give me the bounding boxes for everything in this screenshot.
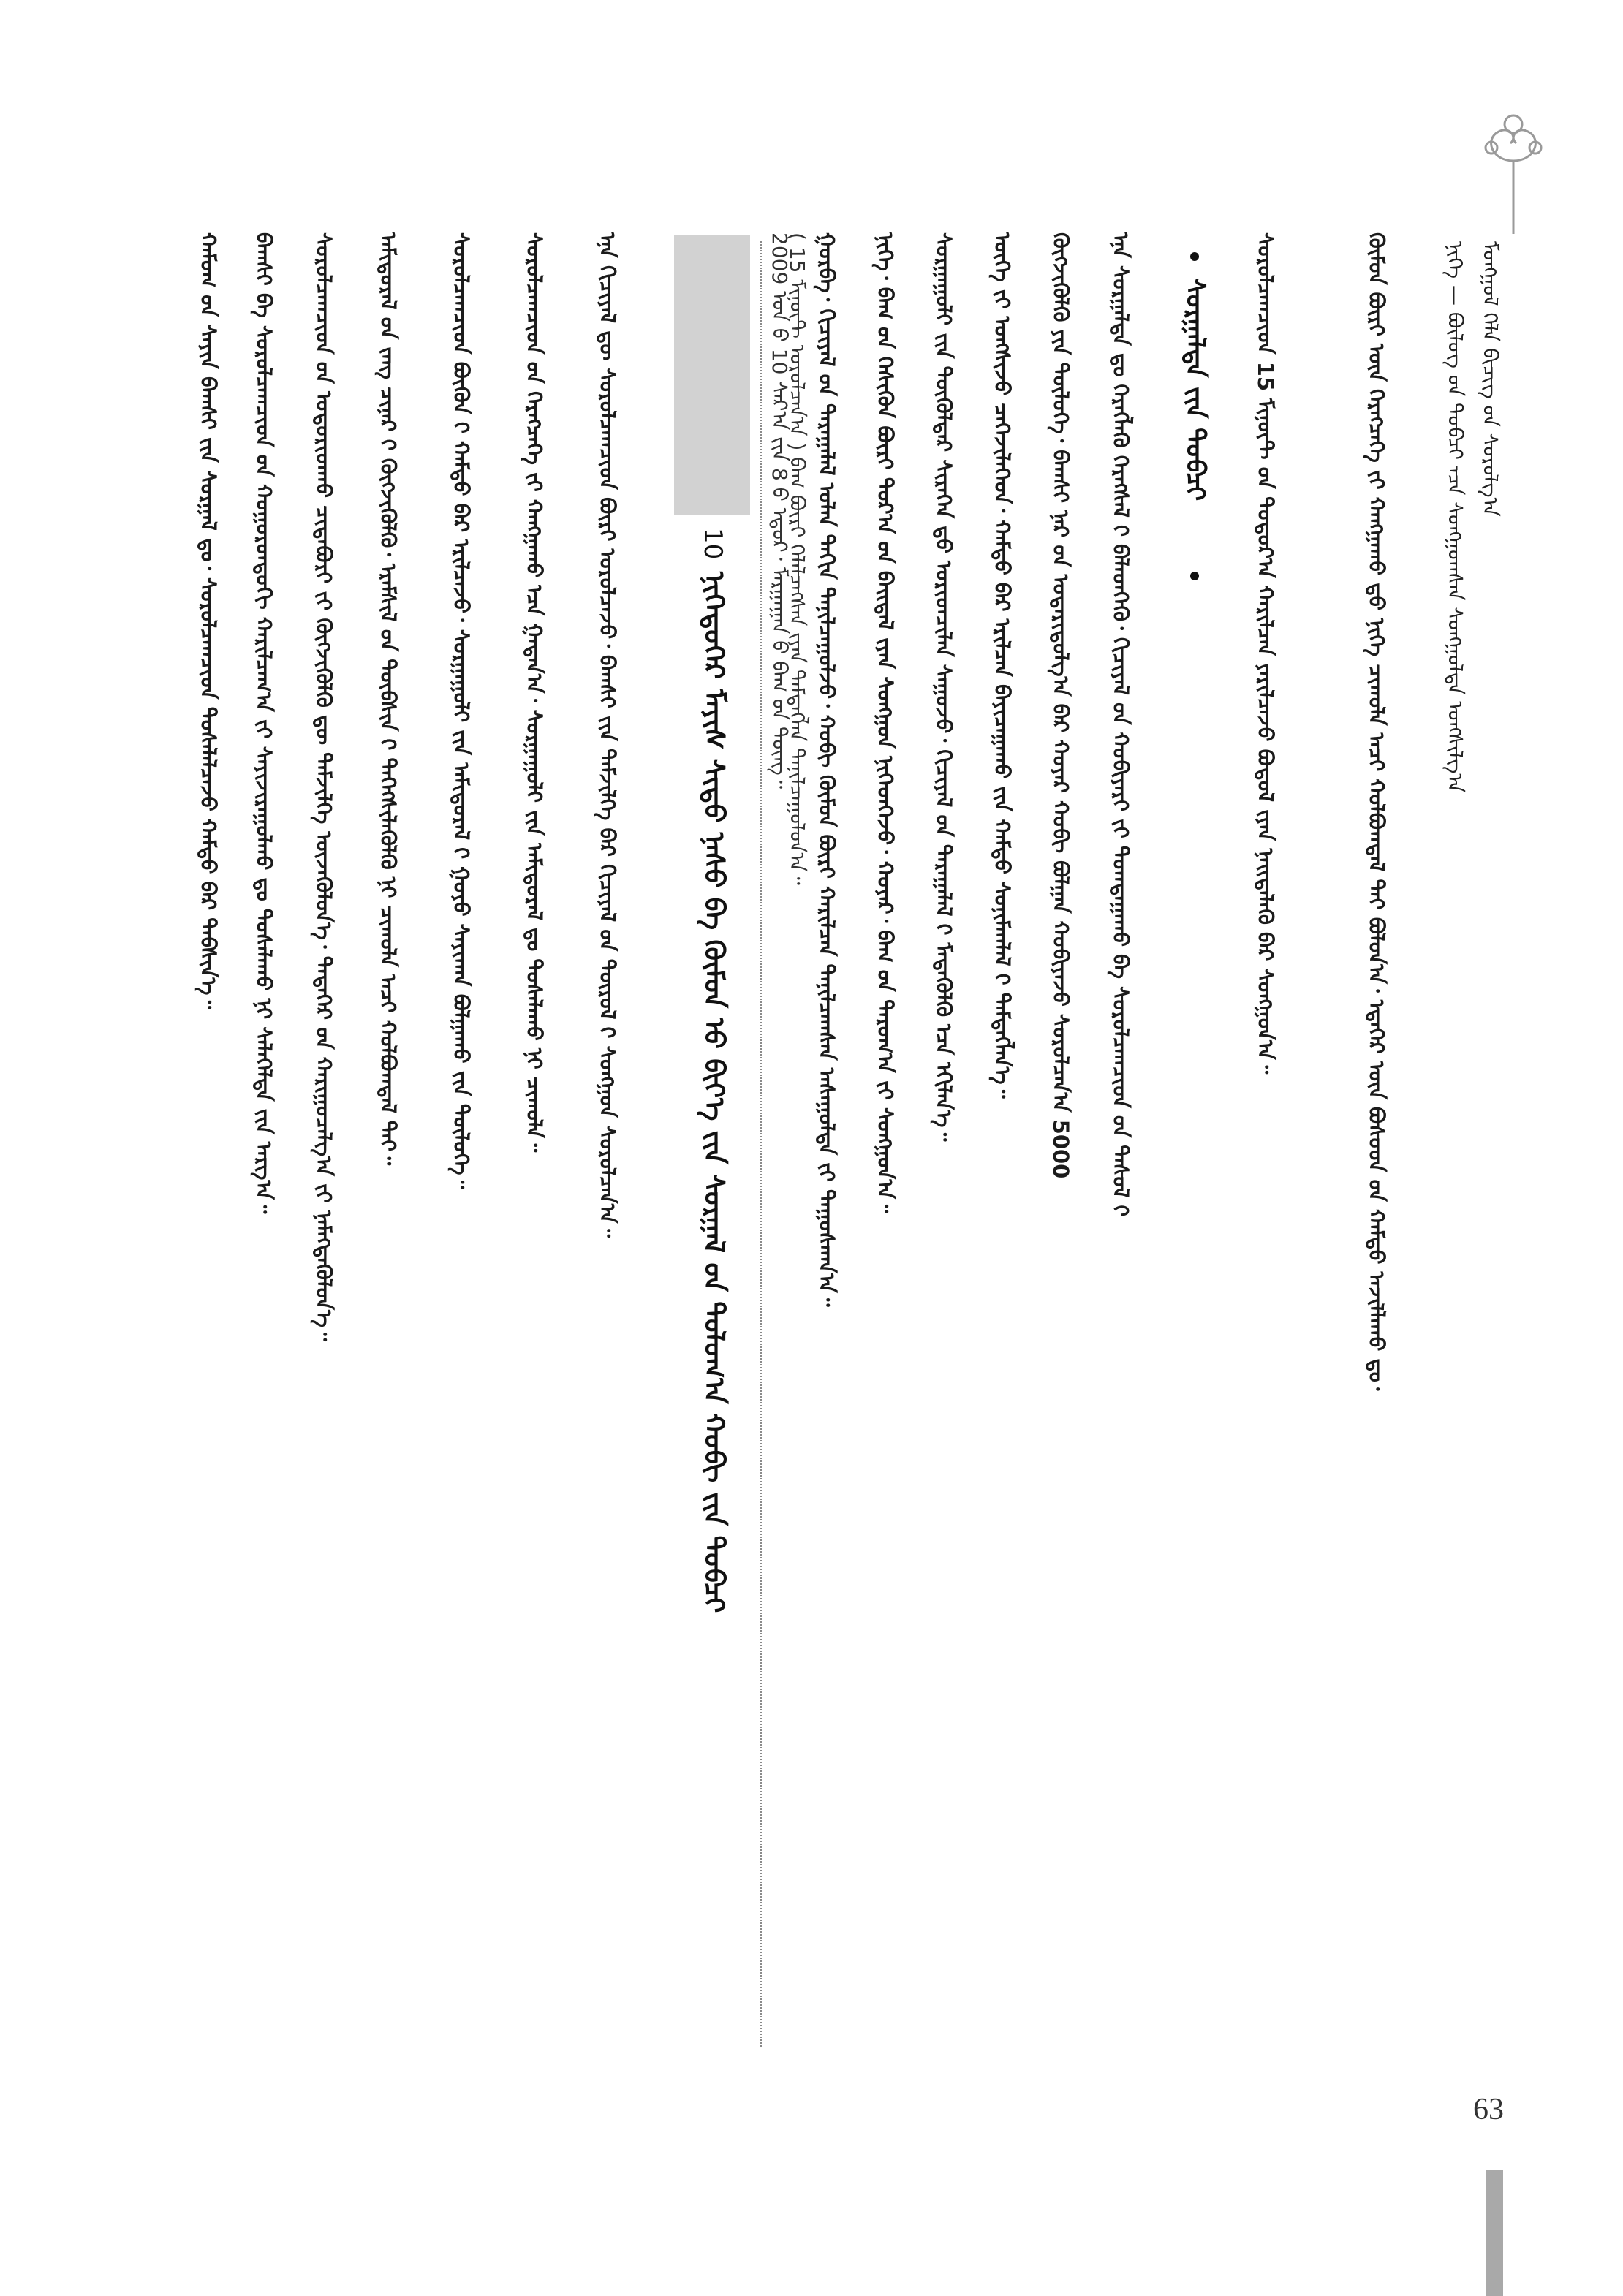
closing-line-5: ᠰᠤᠷᠤᠯᠴᠠᠭᠴᠢᠳ ᠤ᠋ᠨ ᠤᠳᠤᠷᠢᠳᠬᠤ ᠴᠢᠳᠠᠪᠤᠷᠢ ᠶ᠋ᠢ ᠬᠥᠭᠵᠢᠭᠦᠯᠬᠦ ᠳᠦ ᠳᠡᠮᠵᠢᠯᠭᠡ ᠦᠵᠡᠭᠦᠯᠦᠨ᠎ᠡ᠂ ᠲᠡᠳᠡᠭᠡᠷ ᠦ᠋ᠨ ᠬᠠᠷᠢᠭᠤᠴᠠᠯᠭ᠎ᠠ ᠶ᠋ᠢ ᠨᠡᠮᠡᠭᠳᠡᠭᠦᠯᠦᠨ᠎ᠡ᠃: [311, 232, 336, 1341]
title-text: ᠨᠢᠭᠡᠳᠦᠭᠡᠷ ᠮᠠᠶᠢᠰ ᠰᠢᠳᠤ ᠨᠠᠰᠤ ᠪᠠ ᠬᠦᠮᠦᠨ ᠦ᠋ ᠪᠢᠶ᠎ᠡ ᠶ᠋ᠢᠨ ᠰᠤᠷᠭᠠᠯ ᠤ᠋ᠨ ᠳᠣᠯᠤᠭ᠎ᠠ ᠬᠤᠪᠢ ᠶ᠋ᠢᠨ ᠲᠣᠪᠴᠢ: [698, 572, 730, 1613]
closing-line-4: ᠠᠮᠢᠳᠤᠷᠠᠯ ᠤ᠋ᠨ ᠵᠠᠩ ᠴᠢᠨᠠᠷ ᠢ᠋ ᠬᠥᠭᠵᠢᠭᠦᠯᠬᠦ᠂ ᠡᠷᠡᠮᠰᠢᠯ ᠤ᠋ᠨ ᠲᠦᠪᠰᠢᠨ ᠢ᠋ ᠳᠡᠭᠡᠭᠰᠢᠯᠡᠭᠦᠯᠬᠦ ᠨᠢ ᠴᠢᠬᠤᠯᠠ ᠠᠴᠢ ᠬᠣᠯᠪᠣᠭᠳᠠᠯ ᠲᠠᠢ᠃: [376, 232, 401, 1166]
intro-line-1: ᠬᠦᠮᠦᠨ ᠪᠦᠷᠢ ᠦ᠌ᠨ ᠬᠡᠷᠡᠭᠴᠡᠭᠡ ᠶ᠋ᠢ ᠬᠠᠩᠭᠠᠬᠤ ᠳ᠋ᠤ ᠨᠢᠭᠡ ᠴᠢᠬᠤᠯᠠ ᠠᠴᠢ ᠬᠣᠯᠪᠣᠭᠳᠠᠯ ᠲᠠᠢ ᠪᠣᠯᠤᠨ᠎ᠠ᠂ ᠡᠳᠡᠭᠡᠷ ᠦᠨ ᠪᠤᠰᠤᠳ ᠤ᠋ᠨ ᠬᠠᠮᠲᠤ ᠠᠵᠢᠯᠯᠠᠬᠤ ᠳᠤ᠂: [1364, 232, 1389, 1391]
section-line-4: ᠰᠤᠷᠭᠠᠭᠤᠯᠢ ᠶ᠋ᠢᠨ ᠲᠦᠭᠦᠯᠳᠡᠷ ᠰᠢᠷᠡᠭᠡᠨ ᠳ᠋ᠤ ᠤᠷᠢᠳᠴᠢᠯᠠᠨ ᠰᠠᠭᠤᠵᠤ᠂ ᠬᠢᠴᠢᠶᠡᠯ ᠦ᠋ᠨ ᠳᠠᠷᠠᠭᠠᠯᠠᠯ ᠢ᠋ ᠮᠡᠳᠡᠭᠦᠯᠬᠦ ᠡᠴᠡ ᠡᠬᠢᠯᠡᠨ᠎ᠡ᠃: [931, 232, 956, 1142]
closing-line-3: ᠰᠤᠷᠤᠯᠴᠠᠭᠴᠢᠳ ᠪᠦᠬᠦᠨ ᠢ᠋ ᠬᠠᠮᠲᠤ ᠪᠡᠷ ᠡᠷᠢᠯᠴᠡᠵᠦ᠂ ᠰᠤᠷᠭᠠᠭᠤᠯᠢ ᠶ᠋ᠢᠨ ᠠᠮᠢᠳᠤᠷᠠᠯ ᠢ᠋ ᠭᠣᠶᠣ ᠰᠠᠶᠢᠬᠠᠨ ᠪᠣᠯᠭᠠᠬᠤ ᠶ᠋ᠢᠨ ᠲᠥᠯᠦᠭᠡ᠃: [449, 232, 474, 1189]
bullet-icon: [1190, 252, 1199, 261]
section-line-6: ᠭᠤᠷᠪᠠ᠂ ᠬᠢᠴᠢᠶᠡᠯ ᠦ᠋ᠨ ᠳᠠᠷᠠᠭᠠᠯᠠᠯ ᠣᠯᠠᠨ ᠳᠠᠬᠢᠨ ᠲᠠᠨᠢᠯᠴᠠᠭᠤᠯᠵᠤ᠂ ᠬᠤᠪᠢ ᠬᠦᠮᠦᠨ ᠪᠦᠷᠢ ᠬᠠᠷᠢᠯᠴᠠᠨ ᠲᠠᠨᠢᠯᠴᠠᠭᠰᠠᠨ ᠠᠰᠠᠭᠤᠯᠲᠠ ᠶ᠋ᠢ ᠳᠠᠭᠤᠰᠬᠠᠨ᠎ᠠ᠃: [814, 232, 839, 1307]
dotted-separator: [760, 241, 762, 2047]
header-line-1: ᠮᠣᠩᠭᠣᠯ ᠬᠡᠯᠡ ᠪᠢᠴᠢᠭ ᠤ᠋ᠨ ᠰᠤᠷᠤᠯᠭ᠎ᠠ: [1478, 241, 1502, 517]
title-box: [674, 235, 750, 2282]
section-line-1: ᠡᠨᠡ ᠰᠤᠷᠭᠠᠯᠲᠠ ᠳᠤ ᠬᠡᠷᠡᠭᠯᠡᠬᠦ ᠬᠡᠷᠡᠭᠰᠡᠯ ᠢ᠋ ᠪᠡᠯᠡᠳᠬᠡᠬᠦ᠂ ᠬᠢᠴᠢᠶᠡᠯ ᠦ᠋ᠨ ᠬᠤᠪᠢᠶᠠᠷᠢ ᠶ᠋ᠢ ᠲᠣᠭᠲᠠᠭᠠᠬᠤ ᠪᠠ ᠰᠤᠷᠤᠯᠴᠠᠭᠴᠢᠳ ᠤ᠋ᠨ ᠳᠠᠰᠤᠯ ᠢ᠋: [1108, 232, 1133, 1217]
header-line-2: ᠨᠢᠭᠡ — ᠪᠦᠯᠦᠭ ᠤ᠋ᠨ ᠲᠣᠪᠴᠢ ᠊ᠠᠴᠠ ᠰᠣᠩᠭᠣᠭᠰᠠᠨ ᠰᠣᠩᠭᠣᠯᠲᠠ ᠣᠩᠰᠢᠯᠭ᠎ᠠ: [1443, 241, 1467, 793]
title-shade: [674, 235, 750, 515]
page-side-bar: [1486, 2170, 1503, 2296]
scroll-ornament-icon: [1469, 110, 1557, 234]
header-ornament: [1469, 110, 1557, 234]
closing-line-2: ᠰᠤᠷᠤᠯᠴᠠᠭᠴᠢᠳ ᠤ᠋ᠨ ᠬᠡᠷᠡᠭᠴᠡᠭᠡ ᠶ᠋ᠢ ᠬᠠᠩᠭᠠᠬᠤ ᠡᠴᠡ ᠭᠠᠳᠠᠨ᠎ᠠ᠂ ᠰᠤᠷᠭᠠᠭᠤᠯᠢ ᠶ᠋ᠢᠨ ᠠᠮᠢᠳᠤᠷᠠᠯ ᠳᠤ ᠲᠤᠰᠠᠯᠠᠬᠤ ᠨᠢ ᠴᠢᠬᠤᠯᠠ᠃: [522, 232, 547, 1153]
closing-line-6: ᠪᠠᠭᠰᠢ ᠪᠠ ᠰᠤᠷᠤᠯᠴᠠᠭᠴᠢᠳ ᠤ᠋ᠨ ᠬᠣᠭᠣᠷᠣᠨᠳᠤᠬᠢ ᠬᠠᠷᠢᠯᠴᠠᠭ᠎ᠠ ᠶ᠋ᠢ ᠰᠠᠶᠢᠵᠢᠷᠠᠭᠤᠯᠬᠤ ᠳᠤ ᠲᠤᠰᠠᠯᠠᠬᠤ ᠨᠢ ᠰᠡᠯᠡᠭᠡᠯᠲᠡ ᠶ᠋ᠢᠨ ᠠᠷᠭ᠎ᠠ᠃: [251, 232, 276, 1214]
section-line-2: ᠬᠦᠭᠵᠢᠭᠦᠯᠬᠦ ᠶᠢᠨ ᠲᠦᠯᠦᠭᠡ᠂ ᠪᠠᠭᠰᠢ ᠨᠠᠷ ᠤ᠋ᠨ ᠤᠳᠠᠷᠢᠳᠤᠯᠭ᠎ᠠ ᠪᠡᠷ ᠬᠣᠶᠠᠷ ᠬᠤᠪᠢ ᠪᠣᠯᠭᠠᠨ ᠬᠤᠪᠢᠶᠠᠵᠤ ᠰᠤᠷᠤᠯᠴᠠᠨ᠎ᠠ 5000: [1048, 232, 1073, 1179]
page-number: 63: [1473, 2093, 1504, 2126]
section-line-3: ᠦᠭᠡ ᠶ᠋ᠢ ᠤᠩᠰᠢᠵᠤ ᠴᠡᠭᠡᠵᠢᠯᠡᠭᠡᠳ᠂ ᠬᠠᠮᠲᠤ ᠪᠡᠷ ᠡᠷᠢᠯᠴᠡᠨ ᠪᠠᠶᠢᠴᠠᠭᠠᠬᠤ ᠶ᠋ᠢᠨ ᠬᠠᠮᠲᠤ ᠰᠣᠨᠢᠮᠠᠭᠯᠠᠯ ᠢ᠋ ᠲᠡᠮᠳᠡᠭᠯᠡᠨ᠎ᠡ᠃: [990, 232, 1015, 1099]
note-line-1: ( 15 ᠮᠢᠨᠦ᠋ᠲ ᠣᠷᠣᠯᠴᠠᠨ᠎ᠠ ) ᠪᠠᠭ ᠪᠦᠷᠢ ᠬᠡᠯᠡᠯᠴᠡᠭᠰᠡᠨ ᠢ᠋ᠶᠡᠨ ᠲᠡᠮᠳᠡᠭᠯᠡᠨ ᠲᠠᠨᠢᠯᠴᠠᠭᠤᠯᠤᠨ᠎ᠠ᠃: [785, 232, 809, 885]
title-number: 10: [698, 528, 727, 560]
closing-line-7: ᠬᠠᠮᠤᠭ ᠤ᠋ᠨ ᠰᠠᠶᠢᠨ ᠪᠠᠭᠰᠢ ᠶ᠋ᠢᠨ ᠰᠤᠷᠭᠠᠯ ᠳᠤ᠂ ᠰᠤᠷᠤᠯᠴᠠᠭᠴᠢᠳ ᠲᠤᠰᠠᠯᠠᠯᠴᠠᠵᠤ ᠬᠠᠮᠲᠤ ᠪᠡᠷ ᠳᠡᠪᠰᠢᠨ᠎ᠡ᠃: [196, 232, 221, 1009]
closing-line-1: ᠡᠨᠡ ᠬᠢᠴᠢᠶᠡᠯ ᠳᠦ ᠰᠤᠷᠤᠯᠴᠠᠭᠴᠢᠳ ᠪᠦᠷᠢ ᠣᠷᠣᠯᠴᠠᠵᠤ᠂ ᠪᠠᠭᠰᠢ ᠶ᠋ᠢᠨ ᠳᠡᠮᠵᠢᠯᠭᠡ ᠪᠡᠷ ᠬᠢᠴᠢᠶᠡᠯ ᠦ᠋ᠨ ᠲᠥᠷᠦᠯ ᠢ᠋ ᠰᠣᠩᠭᠣᠨ ᠰᠤᠷᠤᠯᠴᠠᠨ᠎ᠠ᠃: [595, 232, 620, 1238]
note-line-2: 2009 ᠣᠨ ᠤ᠋ 10 ᠰᠠᠷ᠎ᠠ ᠶ᠋ᠢᠨ 8 ᠤ᠋ ᠡᠳᠦᠷ᠂ ᠮᠠᠷᠭᠠᠭᠠᠨ ᠤ᠋ ᠪᠠᠭ ᠤ᠋ᠨ ᠳᠦᠩ᠃: [768, 232, 792, 789]
section-heading: ᠰᠤᠷᠭᠠᠯᠲᠠ ᠶ᠋ᠢᠨ ᠲᠣᠪᠴᠢ: [1180, 278, 1210, 501]
intro-line-2: ᠰᠤᠷᠤᠯᠴᠠᠭᠴᠢᠳ 15 ᠮᠢᠨᠦ᠋ᠲ ᠦ᠋ᠨ ᠳᠣᠲᠣᠷ᠎ᠠ ᠬᠠᠷᠢᠯᠴᠠᠨ ᠶᠠᠷᠢᠯᠴᠠᠵᠤ ᠪᠣᠳᠣᠯ ᠢ᠋ᠶᠠᠨ ᠨᠡᠢᠲᠡᠯᠡᠬᠦ ᠪᠡᠷ ᠰᠣᠩᠭᠣᠨ᠎ᠠ᠃: [1253, 232, 1278, 1075]
bullet-icon: [1190, 572, 1199, 580]
section-line-5: ᠨᠢᠭᠡ᠂ ᠪᠠᠭ ᠤ᠋ᠨ ᠭᠡᠰᠢᠭᠦᠨ ᠪᠦᠷᠢ ᠳᠤᠷ᠎ᠠ ᠦ᠋ᠨ ᠪᠠᠢᠳᠠᠯ ᠢ᠋ᠶᠠᠨ ᠰᠣᠩᠭᠣᠨ ᠨᠢᠭᠡᠳᠬᠡᠵᠦ᠂ ᠬᠣᠶᠠᠷ᠂ ᠪᠠᠭ ᠤ᠋ᠨ ᠳᠠᠷᠤᠭ᠎ᠠ ᠶ᠋ᠢ ᠰᠣᠩᠭᠣᠨ᠎ᠠ᠃: [873, 232, 898, 1213]
